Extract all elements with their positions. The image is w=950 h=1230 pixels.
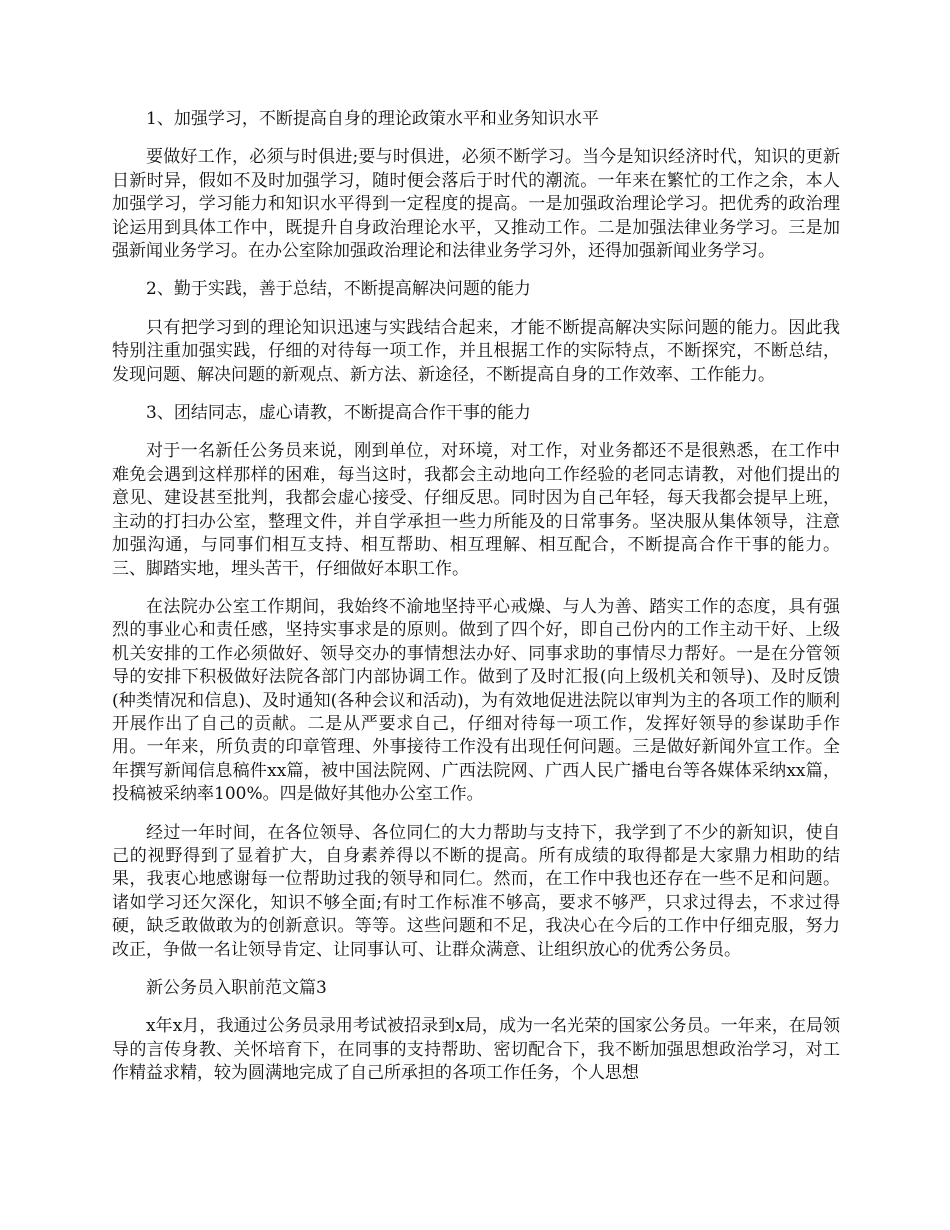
- article-title-3: 新公务员入职前范文篇3: [146, 978, 327, 998]
- paragraph-study: 要做好工作，必须与时俱进;要与时俱进，必须不断学习。当今是知识经济时代，知识的更新日新时异，假如不及时加强学习，随时便会落后于时代的潮流。一年来在繁忙的工作之余，本人加强学习，学习能力和知识水平得到一定程度的提高。一是加强政治理论学习。把优秀的政治理论运用到具体工作中，既提升自身政治理论水平，又推动工作。二是加强法律业务学习。三是加强新闻业务学习。在办公室除加强政治理论和法律业务学习外，还得加强新闻业务学习。: [112, 147, 840, 262]
- section-heading-3: 3、团结同志，虚心请教，不断提高合作干事的能力: [146, 403, 531, 424]
- paragraph-article-3-intro: x年x月，我通过公务员录用考试被招录到x局，成为一名光荣的国家公务员。一年来，在局领导的言传身教、关怀培育下，在同事的支持帮助、密切配合下，我不断加强思想政治学习，对工作精益求精，较为圆满地完成了自己所承担的各项工作任务，个人思想: [112, 1016, 840, 1084]
- paragraph-teamwork: 对于一名新任公务员来说，刚到单位，对环境，对工作，对业务都还不是很熟悉，在工作中难免会遇到这样那样的困难，每当这时，我都会主动地向工作经验的老同志请教，对他们提出的意见、建设甚至批判，我都会虚心接受、仔细反思。同时因为自己年轻，每天我都会提早上班，主动的打扫办公室，整理文件，并自学承担一些力所能及的日常事务。坚决服从集体领导，注意加强沟通，与同事们相互支持、相互帮助、相互理解、相互配合，不断提高合作干事的能力。三、脚踏实地，埋头苦干，仔细做好本职工作。: [112, 441, 840, 579]
- document-body: [112, 108, 840, 1101]
- paragraph-practice: 只有把学习到的理论知识迅速与实践结合起来，才能不断提高解决实际问题的能力。因此我特别注重加强实践，仔细的对待每一项工作，并且根据工作的实际特点，不断探究，不断总结，发现问题、解决问题的新观点、新方法、新途径，不断提高自身的工作效率、工作能力。: [112, 317, 840, 385]
- section-heading-1: 1、加强学习，不断提高自身的理论政策水平和业务知识水平: [146, 109, 599, 129]
- paragraph-summary: 经过一年时间，在各位领导、各位同仁的大力帮助与支持下，我学到了不少的新知识，使自己的视野得到了显着扩大，自身素养得以不断的提高。所有成绩的取得都是大家鼎力相助的结果，我衷心地感谢每一位帮助过我的领导和同仁。然而，在工作中我也还存在一些不足和问题。诸如学习还欠深化，知识不够全面;有时工作标准不够高，要求不够严，只求过得去，不求过得硬，缺乏敢做敢为的创新意识。等等。这些问题和不足，我决心在今后的工作中仔细克服，努力改正，争做一名让领导肯定、让同事认可、让群众满意、让组织放心的优秀公务员。: [112, 822, 840, 960]
- section-heading-2: 2、勤于实践，善于总结，不断提高解决问题的能力: [146, 279, 531, 300]
- paragraph-office-work: 在法院办公室工作期间，我始终不渝地坚持平心戒燥、与人为善、踏实工作的态度，具有强烈的事业心和责任感，坚持实事求是的原则。做到了四个好，即自己份内的工作主动干好、上级机关安排的工作必须做好、领导交办的事情想法办好、同事求助的事情尽力帮好。一是在分管领导的安排下积极做好法院各部门内部协调工作。做到了及时汇报(向上级机关和领导)、及时反馈(种类情况和信息)、及时通知(各种会议和活动)，为有效地促进法院以审判为主的各项工作的顺利开展作出了自己的贡献。二是从严要求自己，仔细对待每一项工作，发挥好领导的参谋助手作用。一年来，所负责的印章管理、外事接待工作没有出现任何问题。三是做好新闻外宣工作。全年撰写新闻信息稿件xx篇，被中国法院网、广西法院网、广西人民广播电台等各媒体采纳xx篇，投稿被采纳率100%。四是做好其他办公室工作。: [112, 596, 840, 805]
